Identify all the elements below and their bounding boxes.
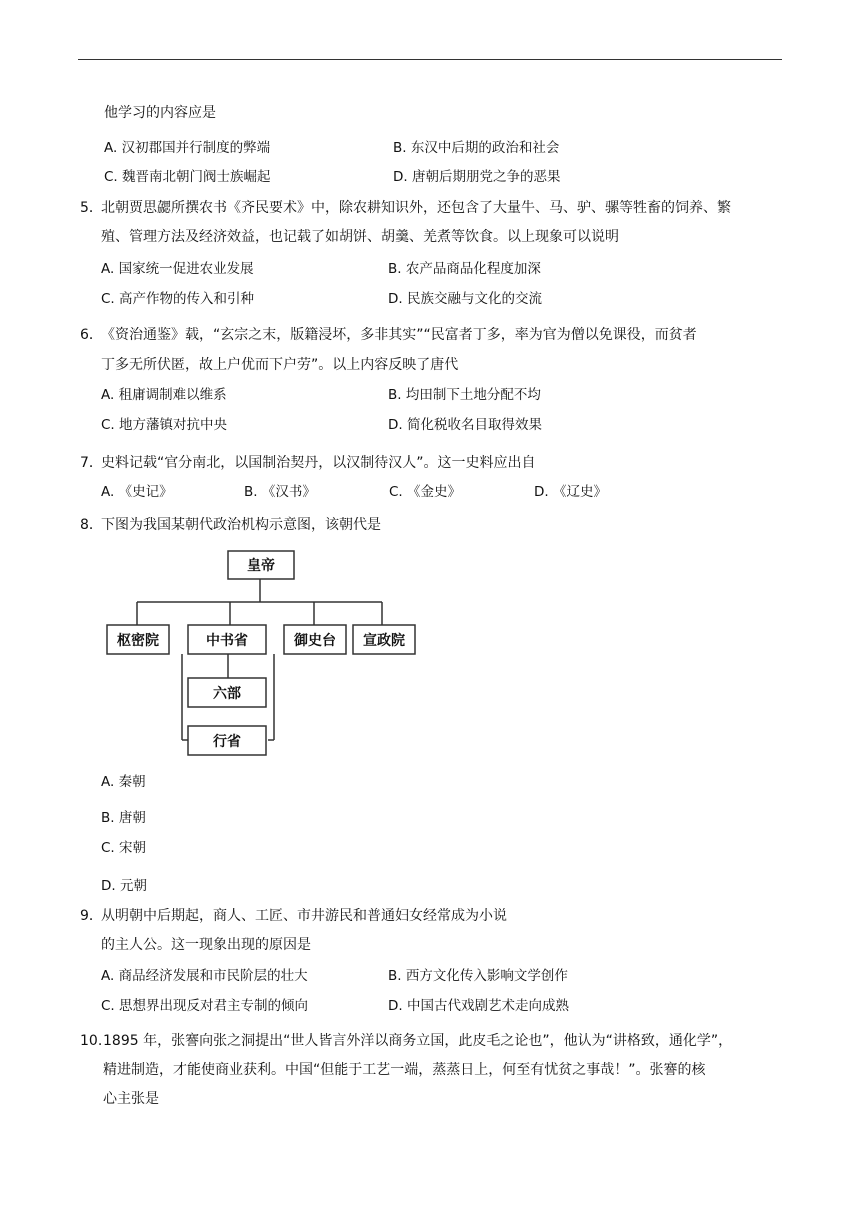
q10-stem-line1: 1895 年，张謇向张之洞提出“世人皆言外洋以商务立国，此皮毛之论也”，他认为“讲格致，通化学”， <box>103 1033 733 1049</box>
q6-option-a[interactable]: A. 租庸调制难以维系 <box>101 387 227 403</box>
q7-option-d[interactable]: D. 《辽史》 <box>534 484 607 500</box>
q9-option-d[interactable]: D. 中国古代戏剧艺术走向成熟 <box>388 998 569 1014</box>
q9-stem-line1: 从明朝中后期起，商人、工匠、市井游民和普通妇女经常成为小说 <box>101 908 507 924</box>
header-rule <box>78 59 782 60</box>
q8-stem: 下图为我国某朝代政治机构示意图，该朝代是 <box>101 517 381 533</box>
q7-option-b[interactable]: B. 《汉书》 <box>244 484 316 500</box>
diagram-label-sub-2: 行省 <box>213 734 241 750</box>
q8-option-b[interactable]: B. 唐朝 <box>101 810 146 826</box>
q10-stem-line2: 精进制造，才能使商业获利。中国“但能于工艺一端，蒸蒸日上，何至有忧贫之事哉！”。张謇的核 <box>103 1062 706 1078</box>
q7-option-c[interactable]: C. 《金史》 <box>389 484 462 500</box>
q6-stem-line1: 《资治通鉴》载，“玄宗之末，版籍浸坏，多非其实”“民富者丁多，率为官为僧以免课役，而贫者 <box>101 327 697 343</box>
q5-option-b[interactable]: B. 农产品商品化程度加深 <box>388 261 541 277</box>
org-chart-diagram <box>100 545 430 765</box>
q4-option-a[interactable]: A. 汉初郡国并行制度的弊端 <box>104 140 271 156</box>
diagram-label-top: 皇帝 <box>247 558 275 574</box>
q9-stem-line2: 的主人公。这一现象出现的原因是 <box>101 937 311 953</box>
q6-option-b[interactable]: B. 均田制下土地分配不均 <box>388 387 541 403</box>
q4-option-b[interactable]: B. 东汉中后期的政治和社会 <box>393 140 560 156</box>
q10-number: 10. <box>80 1033 103 1049</box>
q7-number: 7． <box>80 455 103 471</box>
q6-stem-line2: 丁多无所伏匿，故上户优而下户劳”。以上内容反映了唐代 <box>101 357 459 373</box>
q10-stem-line3: 心主张是 <box>103 1091 159 1107</box>
q6-number: 6． <box>80 327 103 343</box>
q9-number: 9． <box>80 908 103 924</box>
diagram-label-row-2: 中书省 <box>206 633 248 649</box>
diagram-label-row-4: 宣政院 <box>363 633 405 649</box>
q5-stem-line1: 北朝贾思勰所撰农书《齐民要术》中，除农耕知识外，还包含了大量牛、马、驴、骡等牲畜的饲养、繁 <box>101 200 731 216</box>
q4-option-c[interactable]: C. 魏晋南北朝门阀士族崛起 <box>104 169 271 185</box>
diagram-label-sub-1: 六部 <box>213 686 241 702</box>
diagram-label-row-1: 枢密院 <box>117 633 159 649</box>
q5-option-a[interactable]: A. 国家统一促进农业发展 <box>101 261 254 277</box>
q8-option-a[interactable]: A. 秦朝 <box>101 774 146 790</box>
q7-stem: 史料记载“官分南北，以国制治契丹，以汉制待汉人”。这一史料应出自 <box>101 455 536 471</box>
q5-option-d[interactable]: D. 民族交融与文化的交流 <box>388 291 542 307</box>
q8-option-c[interactable]: C. 宋朝 <box>101 840 147 856</box>
q5-number: 5． <box>80 200 103 216</box>
q9-option-b[interactable]: B. 西方文化传入影响文学创作 <box>388 968 568 984</box>
q5-stem-line2: 殖、管理方法及经济效益，也记载了如胡饼、胡羹、羌煮等饮食。以上现象可以说明 <box>101 229 619 245</box>
q4-continuation: 他学习的内容应是 <box>104 105 216 121</box>
q7-option-a[interactable]: A. 《史记》 <box>101 484 173 500</box>
q8-number: 8． <box>80 517 103 533</box>
q6-option-c[interactable]: C. 地方藩镇对抗中央 <box>101 417 228 433</box>
q5-option-c[interactable]: C. 高产作物的传入和引种 <box>101 291 255 307</box>
q6-option-d[interactable]: D. 简化税收名目取得效果 <box>388 417 542 433</box>
diagram-label-row-3: 御史台 <box>294 633 336 649</box>
q4-option-d[interactable]: D. 唐朝后期朋党之争的恶果 <box>393 169 561 185</box>
q9-option-c[interactable]: C. 思想界出现反对君主专制的倾向 <box>101 998 309 1014</box>
q8-option-d[interactable]: D. 元朝 <box>101 878 147 894</box>
q9-option-a[interactable]: A. 商品经济发展和市民阶层的壮大 <box>101 968 308 984</box>
